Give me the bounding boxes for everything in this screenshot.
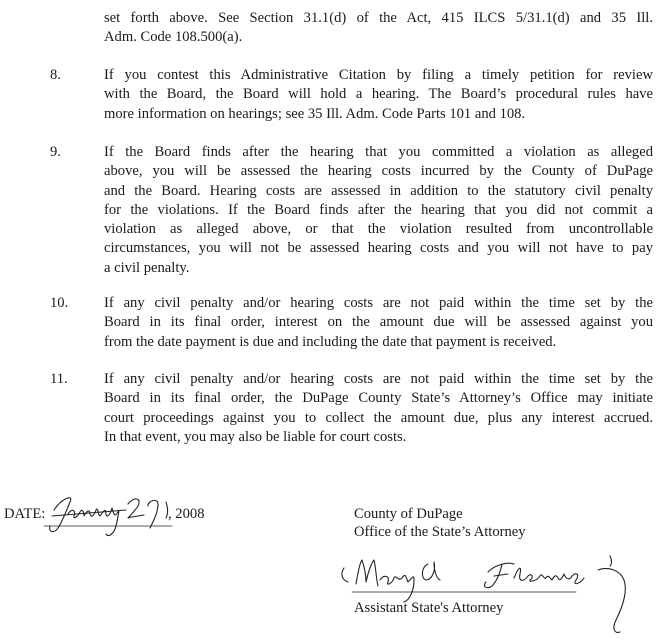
paragraph-9-line-7: a civil penalty. (104, 259, 190, 276)
paragraph-9-line-1: If the Board finds after the hearing that you committed a violation as alleged (104, 144, 653, 160)
paragraph-10-number: 10. (50, 295, 69, 311)
paragraph-9-line-4: for the violations. If the Board finds after the hearing that you did not commit a (104, 201, 653, 218)
date-label: DATE: (4, 506, 46, 522)
paragraph-11-line-1: If any civil penalty and/or hearing costs are not paid within the time set by the (104, 371, 653, 387)
paragraph-11-line-2: Board in its final order, the DuPage County State’s Attorney’s Office may initiate (104, 390, 653, 407)
paragraph-11-line-4: In that event, you may also be liable for court costs. (104, 428, 407, 445)
signature-county: County of DuPage (354, 506, 463, 522)
paragraph-10-line-2: Board in its final order, interest on the amount due will be assessed against you (104, 314, 653, 331)
signature-title: Assistant State's Attorney (354, 600, 504, 616)
signature-office: Office of the State’s Attorney (354, 524, 526, 540)
paragraph-11 (104, 370, 653, 447)
continuation-paragraph (104, 9, 653, 48)
continuation-line-1: set forth above. See Section 31.1(d) of the Act, 415 ILCS 5/31.1(d) and 35 Ill. (104, 10, 653, 26)
paragraph-10-line-1: If any civil penalty and/or hearing costs are not paid within the time set by the (104, 295, 653, 311)
paragraph-9-line-2: above, you will be assessed the hearing costs incurred by the County of DuPage (104, 163, 653, 180)
paragraph-8 (104, 66, 653, 124)
paragraph-9-line-6: circumstances, you will not be assessed hearing costs and you will not have to pay (104, 240, 653, 257)
paragraph-9-line-3: and the Board. Hearing costs are assessed in addition to the statutory civil penalty (104, 182, 653, 199)
paragraph-9 (104, 143, 653, 278)
paragraph-11-number: 11. (50, 371, 68, 387)
paragraph-8-line-1: If you contest this Administrative Citation by filing a timely petition for review (104, 67, 653, 83)
handwritten-date (44, 488, 180, 544)
handwritten-signature (336, 548, 648, 638)
paragraph-11-line-3: court proceedings against you to collect the amount due, plus any interest accrued. (104, 409, 653, 426)
paragraph-10 (104, 294, 653, 352)
paragraph-8-number: 8. (50, 67, 61, 83)
paragraph-10-line-3: from the date payment is due and including the date that payment is received. (104, 333, 557, 350)
paragraph-8-line-3: more information on hearings; see 35 Ill. Adm. Code Parts 101 and 108. (104, 105, 526, 122)
date-year: , 2008 (168, 506, 205, 522)
continuation-line-2: Adm. Code 108.500(a). (104, 29, 243, 46)
paragraph-9-number: 9. (50, 144, 61, 160)
paragraph-9-line-5: violation as alleged above, or that the violation resulted from uncontrollable (104, 221, 653, 238)
paragraph-8-line-2: with the Board, the Board will hold a hearing. The Board’s procedural rules have (104, 86, 653, 103)
